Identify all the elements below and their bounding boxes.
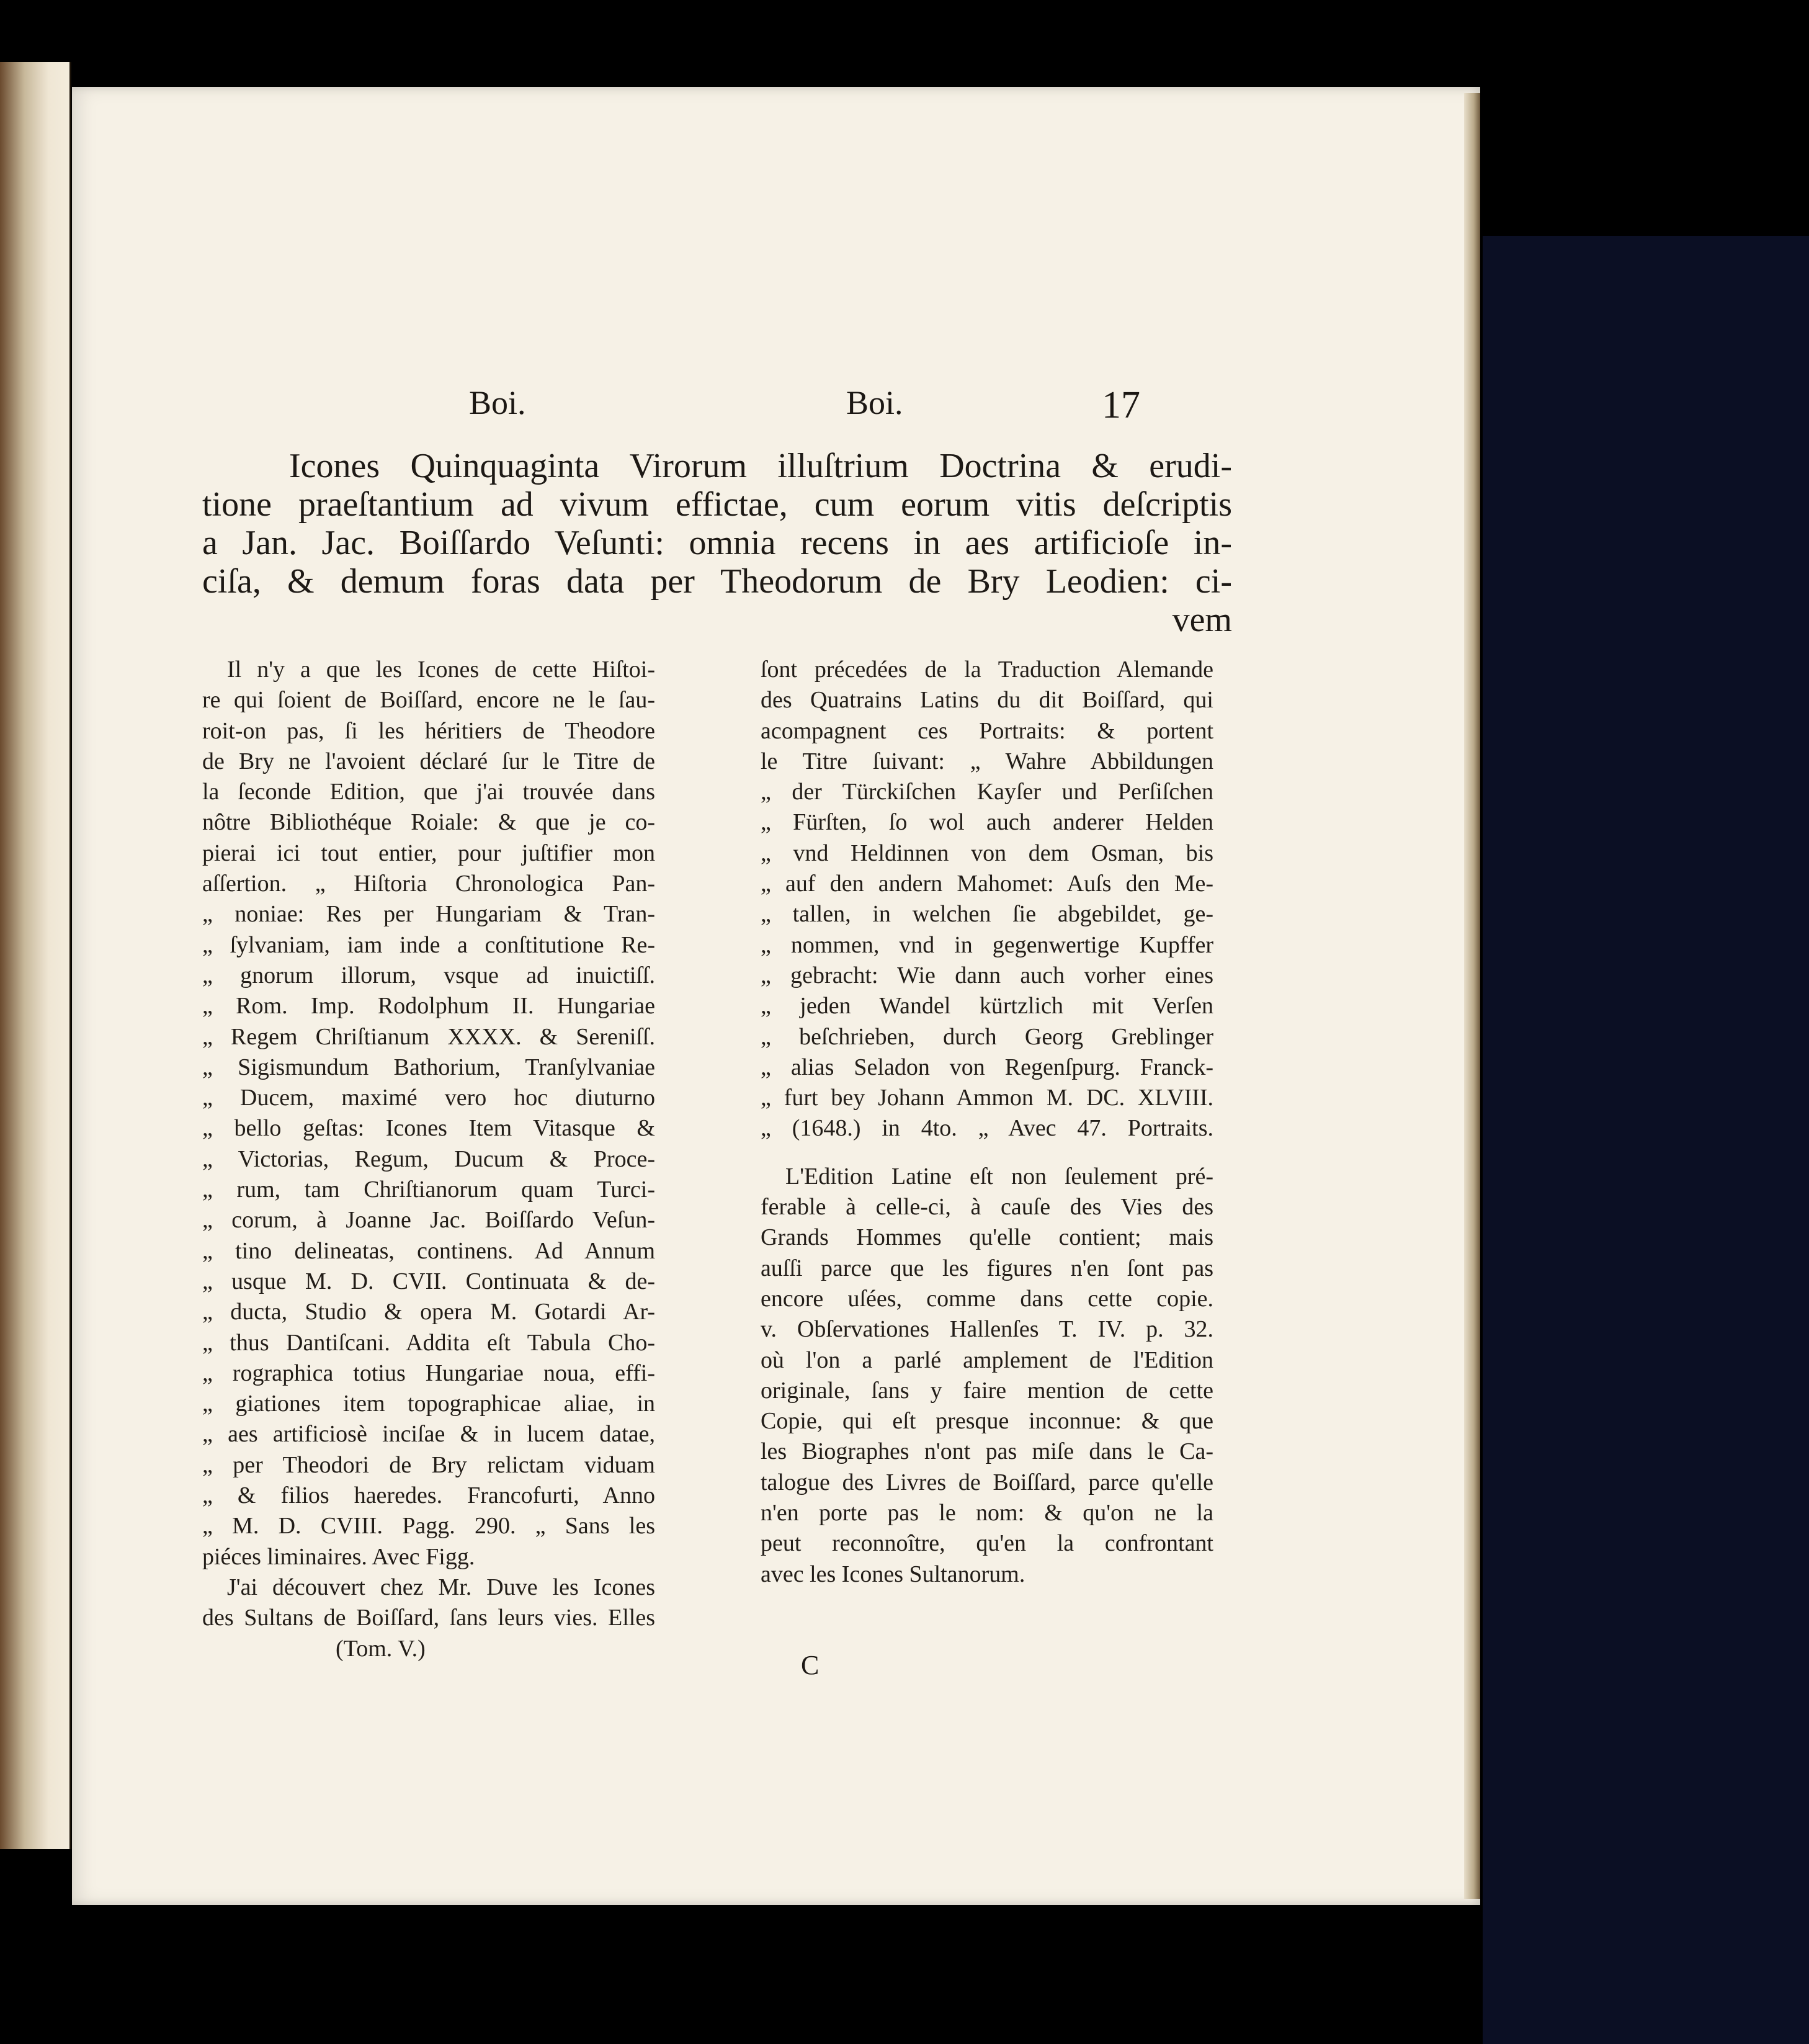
text-line: aſſertion. „ Hiſtoria Chronologica Pan- [202,871,655,897]
text-line: „ gnorum illorum, vsque ad inuictiſſ. [202,962,655,988]
text-line: auſſi parce que les figures n'en ſont pas [761,1255,1213,1281]
text-line: roit-on pas, ſi les héritiers de Theodore [202,717,655,744]
title-line: Icones Quinquaginta Virorum illuſtrium Doctrina & erudi- [289,447,1232,485]
text-line: „ noniae: Res per Hungariam & Tran- [202,901,655,928]
text-line: de Bry ne l'avoient déclaré ſur le Titre de [202,748,655,774]
text-line: „ giationes item topographicae aliae, in [202,1391,655,1417]
running-head-left: Boi. [469,384,526,421]
text-line: „ tallen, in welchen ſie abgebildet, ge- [761,901,1213,928]
text-line: „ corum, à Joanne Jac. Boiſſardo Veſun- [202,1207,655,1234]
text-line: „ M. D. CVIII. Pagg. 290. „ Sans les [202,1513,655,1540]
text-line: „ usque M. D. CVII. Continuata & de- [202,1268,655,1294]
text-line: „ der Türckiſchen Kayſer und Perſiſchen [761,779,1213,805]
text-line: „ ducta, Studio & opera M. Gotardi Ar- [202,1299,655,1325]
text-line: v. Obſervationes Hallenſes T. IV. p. 32. [761,1316,1213,1343]
text-line: ſont précedées de la Traduction Alemande [761,657,1213,683]
text-line: „ nommen, vnd in gegenwertige Kupffer [761,931,1213,958]
text-line: „ rographica totius Hungariae noua, effi- [202,1360,655,1386]
text-line: le Titre ſuivant: „ Wahre Abbildungen [761,748,1213,774]
text-line: „ vnd Heldinnen von dem Osman, bis [761,840,1213,866]
text-line: „ Regem Chriſtianum XXXX. & Sereniſſ. [202,1023,655,1050]
text-line: n'en porte pas le nom: & qu'on ne la [761,1500,1213,1526]
text-line: „ Sigismundum Bathorium, Tranſylvaniae [202,1054,655,1080]
text-line: avec les Icones Sultanorum. [761,1561,1025,1587]
text-line: pierai ici tout entier, pour juſtifier mon [202,840,655,866]
text-line: „ ſylvaniam, iam inde a conſtitutione Re- [202,931,655,958]
text-line: ferable à celle-ci, à cauſe des Vies des [761,1194,1213,1221]
text-line: „ Ducem, maximé vero hoc diuturno [202,1085,655,1111]
text-line: nôtre Bibliothéque Roiale: & que je co- [202,809,655,836]
right-text-column [761,655,1213,1590]
text-line: L'Edition Latine eſt non ſeulement pré- [785,1163,1213,1190]
text-line: „ gebracht: Wie dann auch vorher eines [761,962,1213,988]
text-line: „ beſchrieben, durch Georg Greblinger [761,1023,1213,1050]
text-line: originale, ſans y faire mention de cette [761,1377,1213,1404]
text-line: „ Rom. Imp. Rodolphum II. Hungariae [202,993,655,1020]
text-line: talogue des Livres de Boiſſard, parce qu'elle [761,1469,1213,1495]
entry-title [202,447,1232,639]
text-line: re qui ſoient de Boiſſard, encore ne le ſau- [202,687,655,714]
text-line: la ſeconde Edition, que j'ai trouvée dans [202,779,655,805]
text-line: piéces liminaires. Avec Figg. [202,1543,475,1570]
text-line: peut reconnoître, qu'en la confrontant [761,1530,1213,1557]
text-line: encore uſées, comme dans cette copie. [761,1285,1213,1312]
text-line: „ furt bey Johann Ammon M. DC. XLVIII. [761,1085,1213,1111]
left-page-edge [0,62,71,1849]
running-head [72,383,1480,427]
text-line: „ bello geſtas: Icones Item Vitasque & [202,1115,655,1142]
text-line: „ per Theodori de Bry relictam viduam [202,1451,655,1478]
background-right [1483,236,1809,2044]
text-line: acompagnent ces Portraits: & portent [761,717,1213,744]
text-line: des Sultans de Boiſſard, ſans leurs vies. Elles [202,1605,655,1631]
text-line: „ thus Dantiſcani. Addita eſt Tabula Cho- [202,1329,655,1356]
text-line: „ auf den andern Mahomet: Auſs den Me- [761,871,1213,897]
text-line: „ Victorias, Regum, Ducum & Proce- [202,1145,655,1172]
book-page [72,87,1480,1905]
text-line: où l'on a parlé amplement de l'Edition [761,1347,1213,1373]
signature-mark: C [801,1650,820,1680]
text-line: „ tino delineatas, continens. Ad Annum [202,1237,655,1264]
text-line: J'ai découvert chez Mr. Duve les Icones [227,1574,655,1600]
text-line: Il n'y a que les Icones de cette Hiſtoi- [227,657,655,683]
text-line: Grands Hommes qu'elle contient; mais [761,1224,1213,1251]
text-line: „ (1648.) in 4to. „ Avec 47. Portraits. [761,1115,1213,1142]
text-line: „ Fürſten, ſo wol auch anderer Helden [761,809,1213,836]
text-line: „ & filios haeredes. Francofurti, Anno [202,1482,655,1509]
page-fore-edge [1464,93,1480,1899]
text-line: Copie, qui eſt presque inconnue: & que [761,1408,1213,1435]
page-number: 17 [1102,384,1140,426]
left-text-column [202,655,655,1664]
text-line: „ alias Seladon von Regenſpurg. Franck- [761,1054,1213,1080]
title-line: tione praeſtantium ad vivum effictae, cum eorum vitis deſcriptis [202,485,1232,524]
text-line: des Quatrains Latins du dit Boiſſard, qui [761,687,1213,714]
text-line: les Biographes n'ont pas miſe dans le Ca- [761,1438,1213,1465]
text-line: „ jeden Wandel kürtzlich mit Verſen [761,993,1213,1020]
title-line: ciſa, & demum foras data per Theodorum de Bry Leodien: ci- [202,562,1232,601]
text-line: „ aes artificiosè inciſae & in lucem datae, [202,1421,655,1448]
paragraph-gap [761,1144,1213,1162]
running-head-center: Boi. [846,384,903,421]
volume-note: (Tom. V.) [336,1635,426,1662]
text-line: „ rum, tam Chriſtianorum quam Turci- [202,1177,655,1203]
title-line: a Jan. Jac. Boiſſardo Veſunti: omnia recens in aes artificioſe in- [202,524,1232,562]
title-line: vem [1172,601,1232,639]
